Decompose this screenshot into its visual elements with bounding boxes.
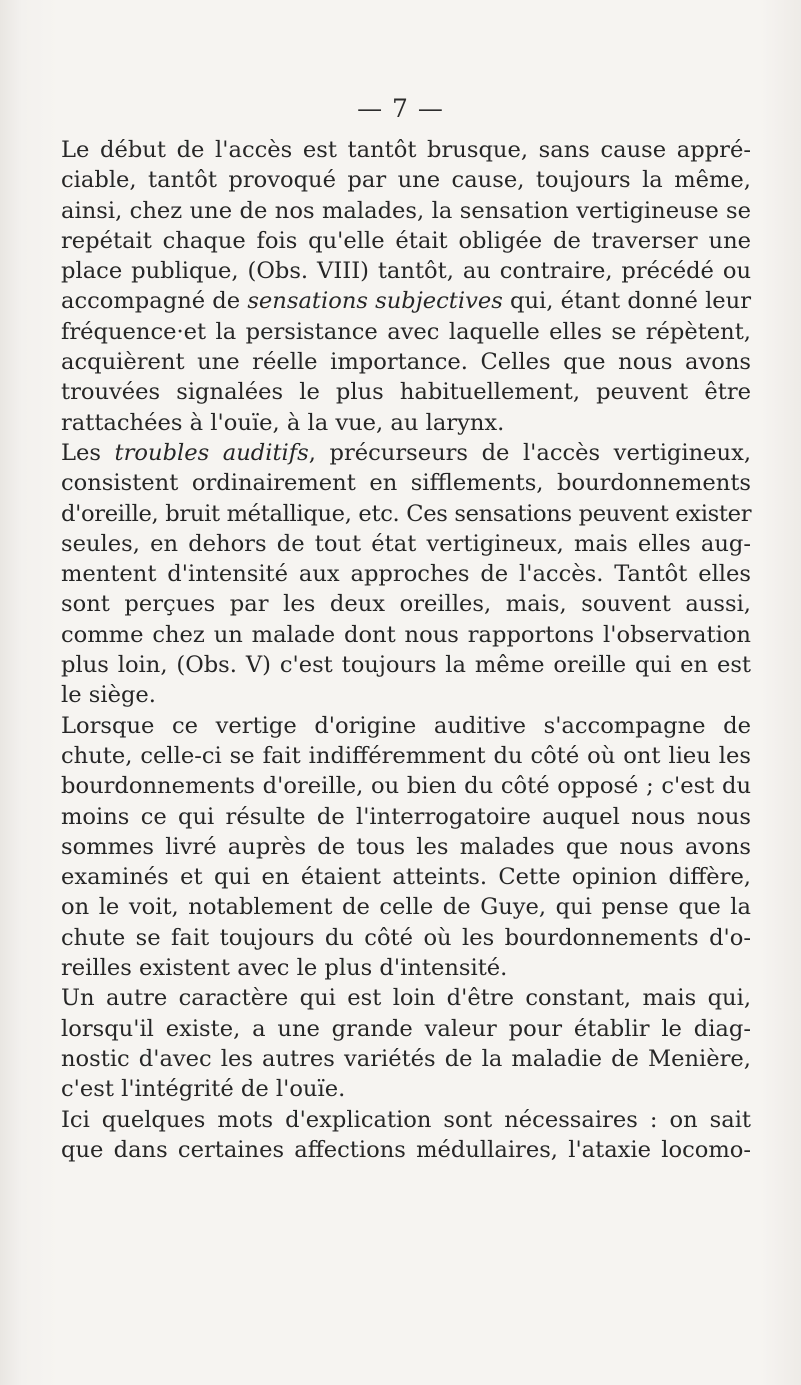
text-segment: , précurseurs de l'accès vertigineux, <box>308 439 752 466</box>
text-segment: Un autre caractère qui est loin d'être constant, mais qui, <box>61 985 751 1012</box>
text-line <box>61 953 751 983</box>
text-segment: chute se fait toujours du côté où les bourdonnements d'o- <box>61 924 751 951</box>
text-line <box>61 317 751 347</box>
text-segment: trouvées signalées le plus habituellement, peuvent être <box>61 379 751 406</box>
text-segment: on le voit, notablement de celle de Guye, qui pense que la <box>61 894 751 921</box>
text-line <box>61 1074 751 1104</box>
text-line <box>61 408 751 438</box>
text-line <box>61 771 751 801</box>
text-line <box>61 529 751 559</box>
text-segment: Le début de l'accès est tantôt brusque, sans cause appré- <box>61 137 751 163</box>
text-segment: lorsqu'il existe, a une grande valeur pour établir le diag- <box>61 1015 751 1042</box>
text-line <box>61 559 751 589</box>
text-segment: ainsi, chez une de nos malades, la sensation vertigineuse se <box>61 197 751 224</box>
text-line <box>61 650 751 680</box>
body-text <box>61 135 751 1165</box>
text-segment: moins ce qui résulte de l'interrogatoire auquel nous nous <box>61 803 751 830</box>
text-line <box>61 256 751 286</box>
text-segment: le siège. <box>61 682 156 709</box>
text-segment: reilles existent avec le plus d'intensité. <box>61 955 508 982</box>
text-line <box>61 499 751 529</box>
italic-text: troubles auditifs <box>114 439 309 466</box>
text-segment: ciable, tantôt provoqué par une cause, toujours la même, <box>61 167 751 194</box>
text-line <box>61 620 751 650</box>
text-segment: nostic d'avec les autres variétés de la maladie de Menière, <box>61 1045 751 1072</box>
text-segment: fréquence·et la persistance avec laquelle elles se répètent, <box>61 318 751 345</box>
text-segment: seules, en dehors de tout état vertigineux, mais elles aug- <box>61 530 751 557</box>
text-line <box>61 862 751 892</box>
text-segment: place publique, (Obs. VIII) tantôt, au contraire, précédé ou <box>61 258 751 285</box>
text-line <box>61 589 751 619</box>
text-line <box>61 1044 751 1074</box>
text-line <box>61 1014 751 1044</box>
text-line <box>61 347 751 377</box>
text-segment: rattachées à l'ouïe, à la vue, au larynx. <box>61 409 505 436</box>
text-line <box>61 680 751 710</box>
text-segment: chute, celle-ci se fait indifféremment du côté où ont lieu les <box>61 742 751 769</box>
text-segment: repétait chaque fois qu'elle était obligée de traverser une <box>61 227 751 254</box>
italic-text: sensations subjectives <box>247 288 503 315</box>
text-segment: sommes livré auprès de tous les malades que nous avons <box>61 833 751 860</box>
text-segment: c'est l'intégrité de l'ouïe. <box>61 1076 346 1103</box>
text-line <box>61 832 751 862</box>
text-line <box>61 468 751 498</box>
text-segment: d'oreille, bruit métallique, etc. Ces sensations peuvent exister <box>61 500 752 527</box>
text-line <box>61 135 751 165</box>
text-segment: comme chez un malade dont nous rapportons l'observation <box>61 621 751 648</box>
text-segment: Les <box>61 439 115 466</box>
text-segment: Lorsque ce vertige d'origine auditive s'accompagne de <box>61 712 751 739</box>
text-line <box>61 892 751 922</box>
text-segment: bourdonnements d'oreille, ou bien du côté opposé ; c'est du <box>61 773 751 800</box>
text-segment: mentent d'intensité aux approches de l'accès. Tantôt elles <box>61 561 751 588</box>
text-segment: qui, étant donné leur <box>502 288 752 315</box>
text-line <box>61 438 751 468</box>
text-line <box>61 196 751 226</box>
text-line <box>61 1135 751 1165</box>
text-segment: examinés et qui en étaient atteints. Cette opinion diffère, <box>61 864 751 891</box>
text-line <box>61 1105 751 1135</box>
text-segment: accompagné de <box>61 288 248 315</box>
text-segment: sont perçues par les deux oreilles, mais, souvent aussi, <box>61 591 751 618</box>
text-line <box>61 165 751 195</box>
text-segment: acquièrent une réelle importance. Celles que nous avons <box>61 349 751 376</box>
text-segment: que dans certaines affections médullaires, l'ataxie locomo- <box>61 1136 751 1163</box>
text-line <box>61 802 751 832</box>
text-line <box>61 377 751 407</box>
text-line <box>61 923 751 953</box>
text-line <box>61 741 751 771</box>
text-segment: plus loin, (Obs. V) c'est toujours la même oreille qui en est <box>61 652 751 679</box>
text-line <box>61 983 751 1013</box>
text-segment: Ici quelques mots d'explication sont nécessaires : on sait <box>61 1106 751 1133</box>
text-line <box>61 286 751 316</box>
text-line <box>61 226 751 256</box>
page-number: — 7 — <box>357 94 444 123</box>
text-segment: consistent ordinairement en sifflements, bourdonnements <box>61 470 751 497</box>
text-line <box>61 711 751 741</box>
